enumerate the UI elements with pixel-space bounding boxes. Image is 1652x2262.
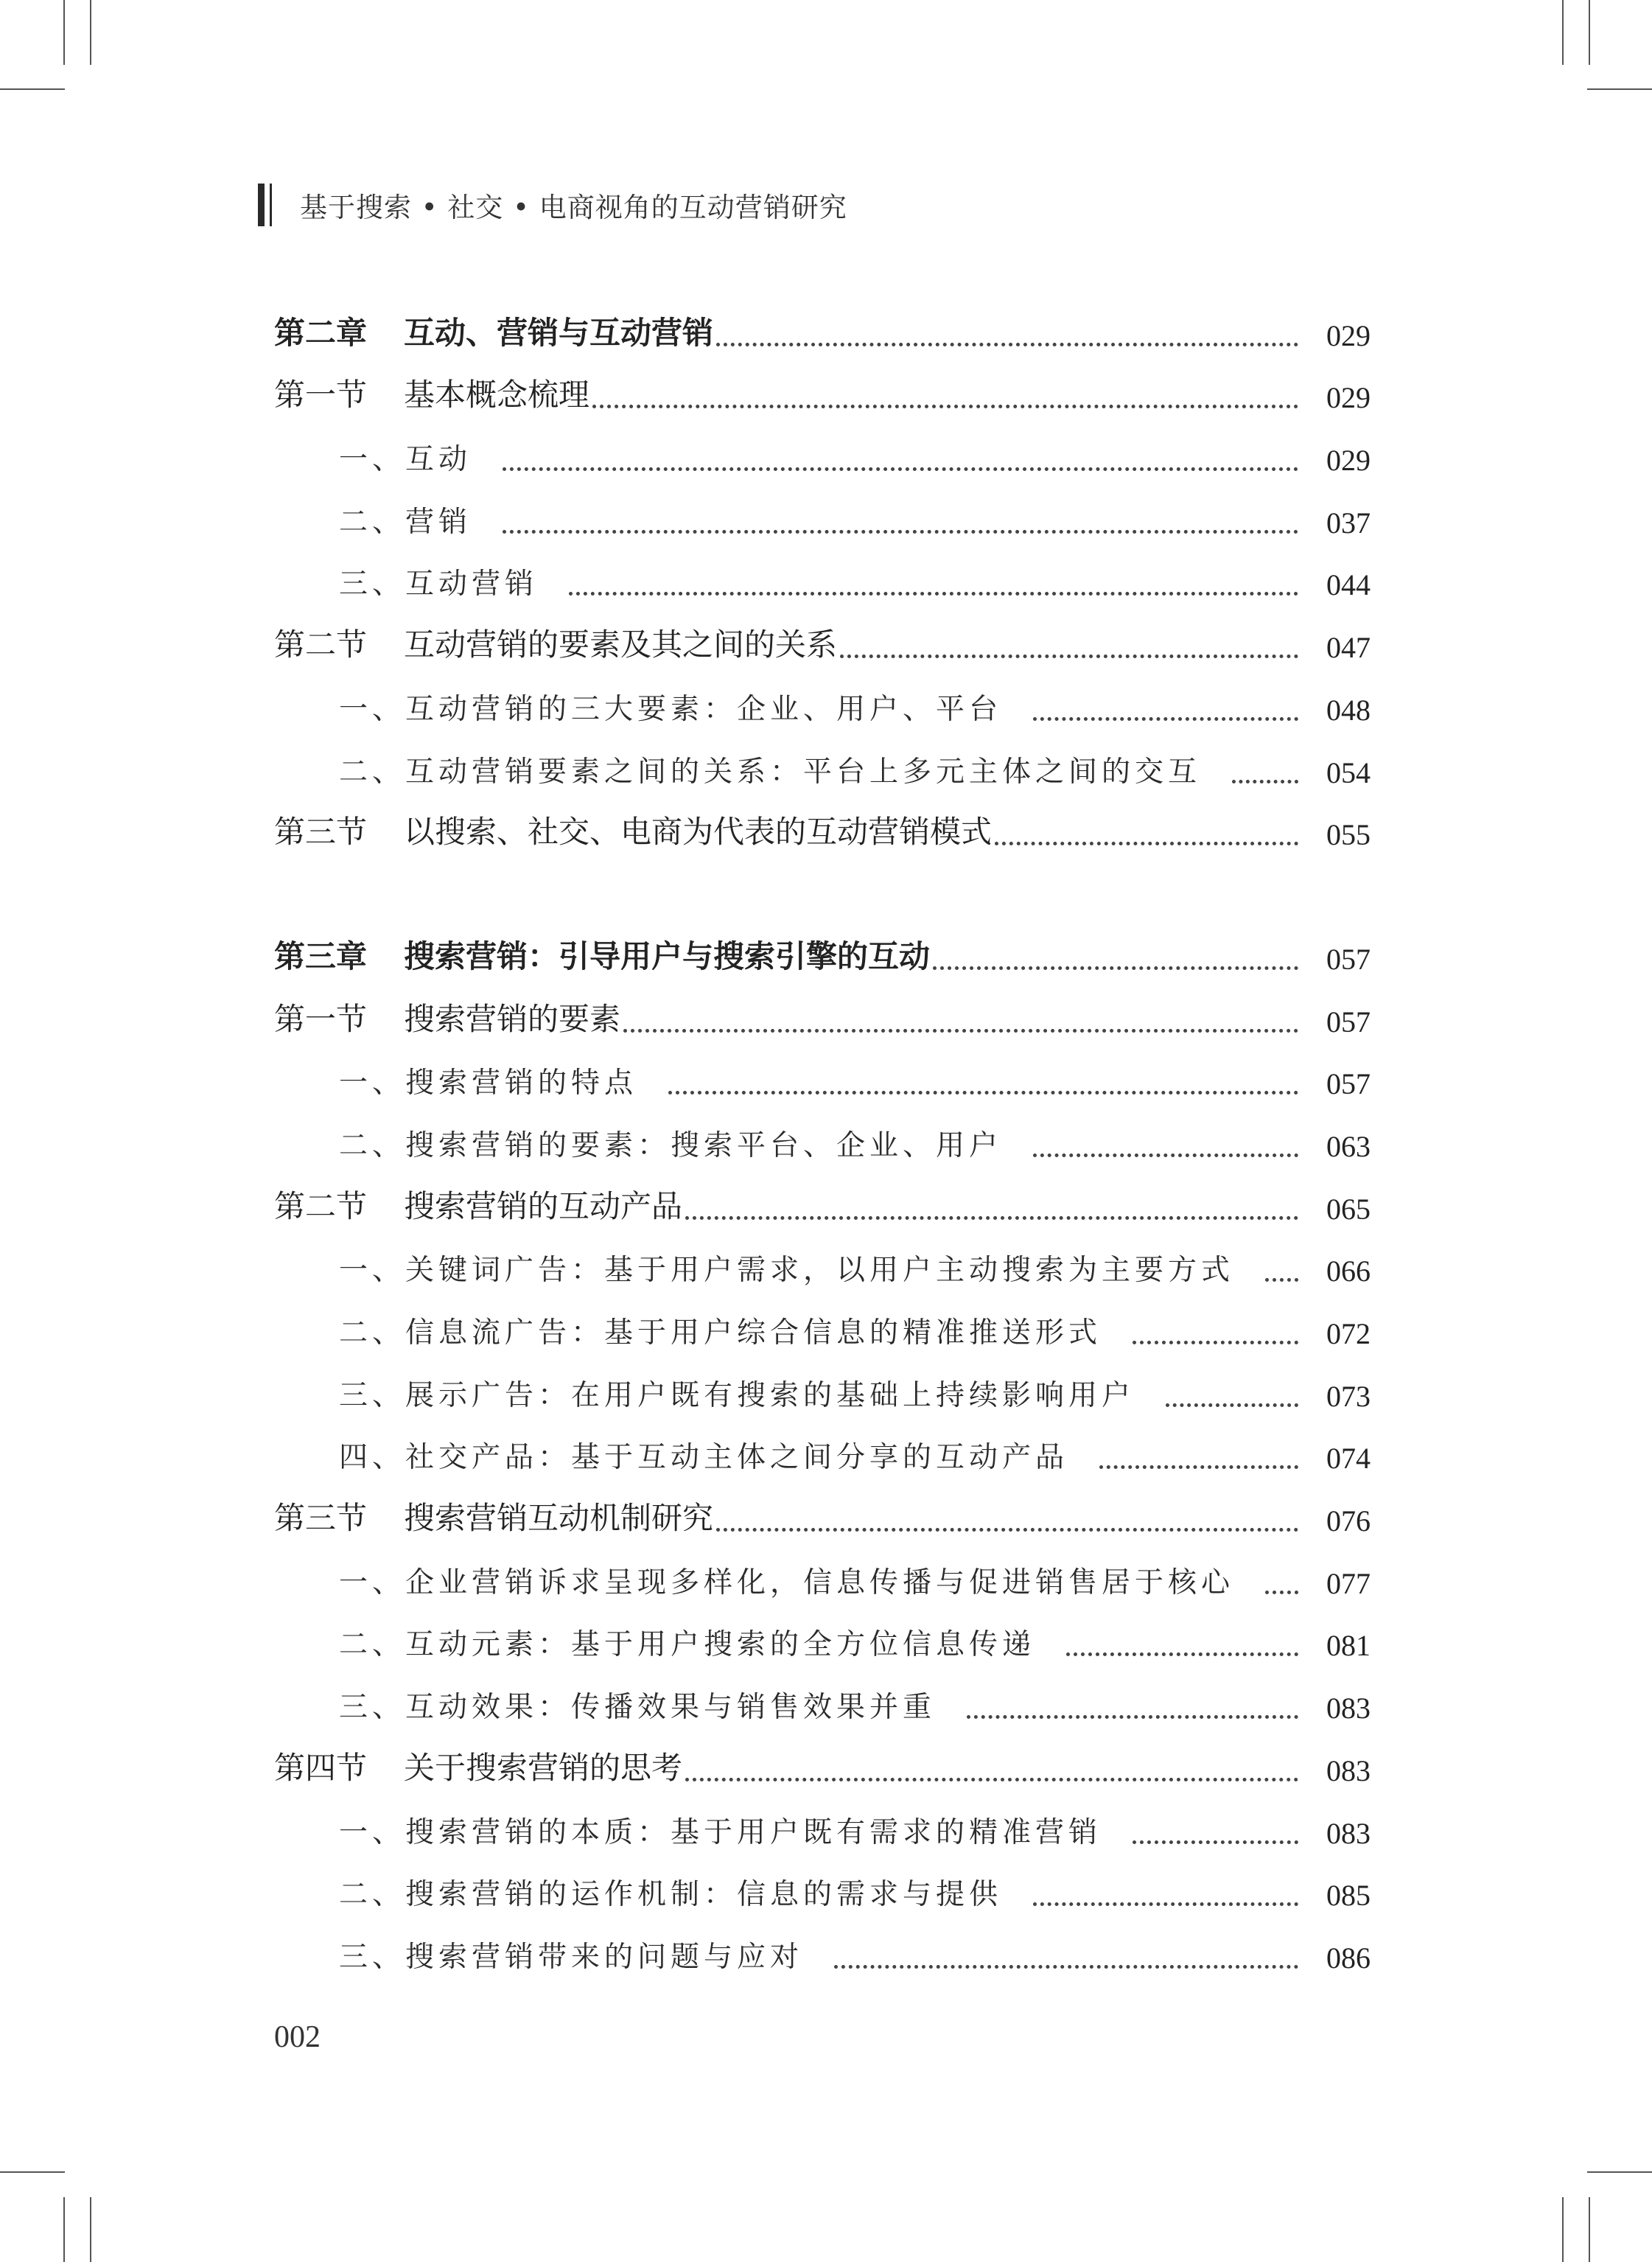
page-ref: 083 [1326, 1692, 1371, 1725]
item-title: 二、互动元素：基于用户搜索的全方位信息传递 [339, 1628, 1036, 1662]
dot-leader [1033, 1153, 1298, 1157]
crop-mark [90, 2197, 91, 2262]
item-title: 一、搜索营销的本质：基于用户既有需求的精准营销 [339, 1815, 1102, 1849]
toc-item[interactable] [274, 1237, 1371, 1299]
section-number: 第三节 [274, 1500, 368, 1537]
crop-mark [1589, 0, 1590, 65]
toc-item[interactable] [274, 488, 1371, 551]
toc-item[interactable] [274, 425, 1371, 488]
item-title: 二、搜索营销的运作机制：信息的需求与提供 [339, 1878, 1003, 1912]
page-ref: 076 [1326, 1504, 1371, 1538]
toc-section[interactable] [274, 1486, 1371, 1549]
section-title: 基本概念梳理 [404, 377, 590, 413]
dot-leader [1133, 1840, 1298, 1844]
header-bar-thick [258, 184, 265, 226]
item-title: 一、互动 [339, 443, 472, 477]
chapter-number: 第三章 [274, 938, 368, 974]
dot-leader [967, 1715, 1298, 1719]
item-title: 二、营销 [339, 505, 472, 539]
crop-mark [1587, 88, 1652, 90]
dot-leader [1232, 780, 1298, 783]
page-ref: 065 [1326, 1192, 1371, 1226]
toc-item[interactable] [274, 1549, 1371, 1611]
page-ref: 054 [1326, 755, 1371, 789]
toc-item[interactable] [274, 1361, 1371, 1424]
dot-leader [1033, 717, 1298, 721]
crop-mark [1562, 2197, 1564, 2262]
page-ref: 072 [1326, 1317, 1371, 1350]
page-ref: 037 [1326, 506, 1371, 540]
page-ref: 066 [1326, 1254, 1371, 1288]
section-number: 第二节 [274, 1187, 368, 1224]
section-number: 第三节 [274, 814, 368, 851]
item-title: 一、互动营销的三大要素：企业、用户、平台 [339, 692, 1003, 726]
crop-mark [0, 2171, 65, 2173]
section-title: 搜索营销的互动产品 [404, 1187, 683, 1224]
page-ref: 029 [1326, 381, 1371, 415]
toc-item[interactable] [274, 1111, 1371, 1174]
toc-section[interactable] [274, 987, 1371, 1050]
item-title: 一、搜索营销的特点 [339, 1067, 638, 1100]
toc-section[interactable] [274, 363, 1371, 426]
toc-item[interactable] [274, 1424, 1371, 1487]
chapter-title: 互动、营销与互动营销 [404, 314, 714, 351]
page-ref: 085 [1326, 1879, 1371, 1913]
toc-item[interactable] [274, 675, 1371, 738]
crop-mark [1589, 2197, 1590, 2262]
toc-item[interactable] [274, 1299, 1371, 1361]
dot-leader [1265, 1278, 1298, 1282]
crop-mark [90, 0, 91, 65]
dot-leader [592, 405, 1298, 408]
toc-section[interactable] [274, 612, 1371, 675]
item-title: 一、企业营销诉求呈现多样化，信息传播与促进销售居于核心 [339, 1565, 1235, 1599]
section-title: 以搜索、社交、电商为代表的互动营销模式 [404, 814, 993, 851]
item-title: 二、信息流广告：基于用户综合信息的精准推送形式 [339, 1316, 1102, 1350]
page-ref: 081 [1326, 1629, 1371, 1663]
item-title: 三、互动营销 [339, 568, 539, 601]
dot-leader [1099, 1465, 1298, 1469]
dot-leader [840, 654, 1298, 658]
toc-section[interactable] [274, 800, 1371, 863]
chapter-title: 搜索营销：引导用户与搜索引擎的互动 [404, 938, 931, 974]
page-ref: 077 [1326, 1566, 1371, 1600]
crop-mark [63, 0, 65, 65]
page-ref: 047 [1326, 631, 1371, 665]
dot-leader [685, 1216, 1298, 1220]
section-number: 第一节 [274, 377, 368, 413]
page-ref: 055 [1326, 818, 1371, 852]
dot-leader [1265, 1591, 1298, 1594]
dot-leader [716, 1528, 1298, 1532]
toc-item[interactable] [274, 1923, 1371, 1986]
dot-leader [716, 343, 1298, 346]
item-title: 一、关键词广告：基于用户需求，以用户主动搜索为主要方式 [339, 1254, 1235, 1288]
toc-item[interactable] [274, 1798, 1371, 1861]
toc-section[interactable] [274, 1174, 1371, 1237]
item-title: 三、互动效果：传播效果与销售效果并重 [339, 1691, 937, 1725]
page-ref: 048 [1326, 693, 1371, 727]
dot-leader [933, 966, 1298, 970]
dot-leader [834, 1965, 1298, 1969]
toc-chapter[interactable] [274, 924, 1371, 987]
dot-leader [503, 467, 1298, 471]
toc-section[interactable] [274, 1736, 1371, 1798]
header-bar-thin [270, 184, 272, 226]
section-number: 第四节 [274, 1749, 368, 1786]
section-number: 第二节 [274, 626, 368, 663]
toc-item[interactable] [274, 1861, 1371, 1924]
page-ref: 086 [1326, 1941, 1371, 1975]
dot-leader [1166, 1403, 1298, 1407]
page-ref: 074 [1326, 1442, 1371, 1476]
chapter-number: 第二章 [274, 314, 368, 351]
page-ref: 083 [1326, 1816, 1371, 1850]
page-ref: 057 [1326, 1005, 1371, 1039]
crop-mark [0, 88, 65, 90]
toc-item[interactable] [274, 551, 1371, 613]
toc-item[interactable] [274, 1611, 1371, 1674]
item-title: 三、搜索营销带来的问题与应对 [339, 1940, 804, 1974]
page-ref: 063 [1326, 1129, 1371, 1163]
book-title: 基于搜索 • 社交 • 电商视角的互动营销研究 [300, 192, 847, 223]
page-ref: 029 [1326, 444, 1371, 478]
crop-mark [1587, 2171, 1652, 2173]
dot-leader [1066, 1652, 1298, 1656]
page-ref: 073 [1326, 1379, 1371, 1413]
crop-mark [63, 2197, 65, 2262]
page-number: 002 [274, 2020, 321, 2054]
section-title: 互动营销的要素及其之间的关系 [404, 626, 838, 663]
toc-item[interactable] [274, 1673, 1371, 1736]
dot-leader [685, 1778, 1298, 1781]
dot-leader [503, 530, 1298, 534]
page-ref: 044 [1326, 568, 1371, 602]
dot-leader [995, 842, 1298, 845]
dot-leader [569, 592, 1298, 596]
chapter-spacer [274, 862, 1371, 924]
page-ref: 083 [1326, 1753, 1371, 1787]
section-title: 关于搜索营销的思考 [404, 1749, 683, 1786]
item-title: 二、搜索营销的要素：搜索平台、企业、用户 [339, 1128, 1003, 1162]
toc-item[interactable] [274, 738, 1371, 800]
table-of-contents [274, 301, 1371, 1986]
page-ref: 029 [1326, 318, 1371, 352]
section-title: 搜索营销互动机制研究 [404, 1500, 714, 1537]
dot-leader [668, 1091, 1298, 1095]
toc-chapter[interactable] [274, 301, 1371, 363]
running-header [258, 183, 847, 227]
item-title: 四、社交产品：基于互动主体之间分享的互动产品 [339, 1441, 1069, 1475]
section-number: 第一节 [274, 1000, 368, 1037]
dot-leader [1133, 1341, 1298, 1344]
page-ref: 057 [1326, 1067, 1371, 1101]
toc-item[interactable] [274, 1050, 1371, 1112]
section-title: 搜索营销的要素 [404, 1000, 621, 1037]
item-title: 二、互动营销要素之间的关系：平台上多元主体之间的交互 [339, 755, 1202, 789]
dot-leader [1033, 1902, 1298, 1906]
dot-leader [623, 1029, 1298, 1033]
page-ref: 057 [1326, 942, 1371, 976]
crop-mark [1562, 0, 1564, 65]
item-title: 三、展示广告：在用户既有搜索的基础上持续影响用户 [339, 1378, 1135, 1412]
